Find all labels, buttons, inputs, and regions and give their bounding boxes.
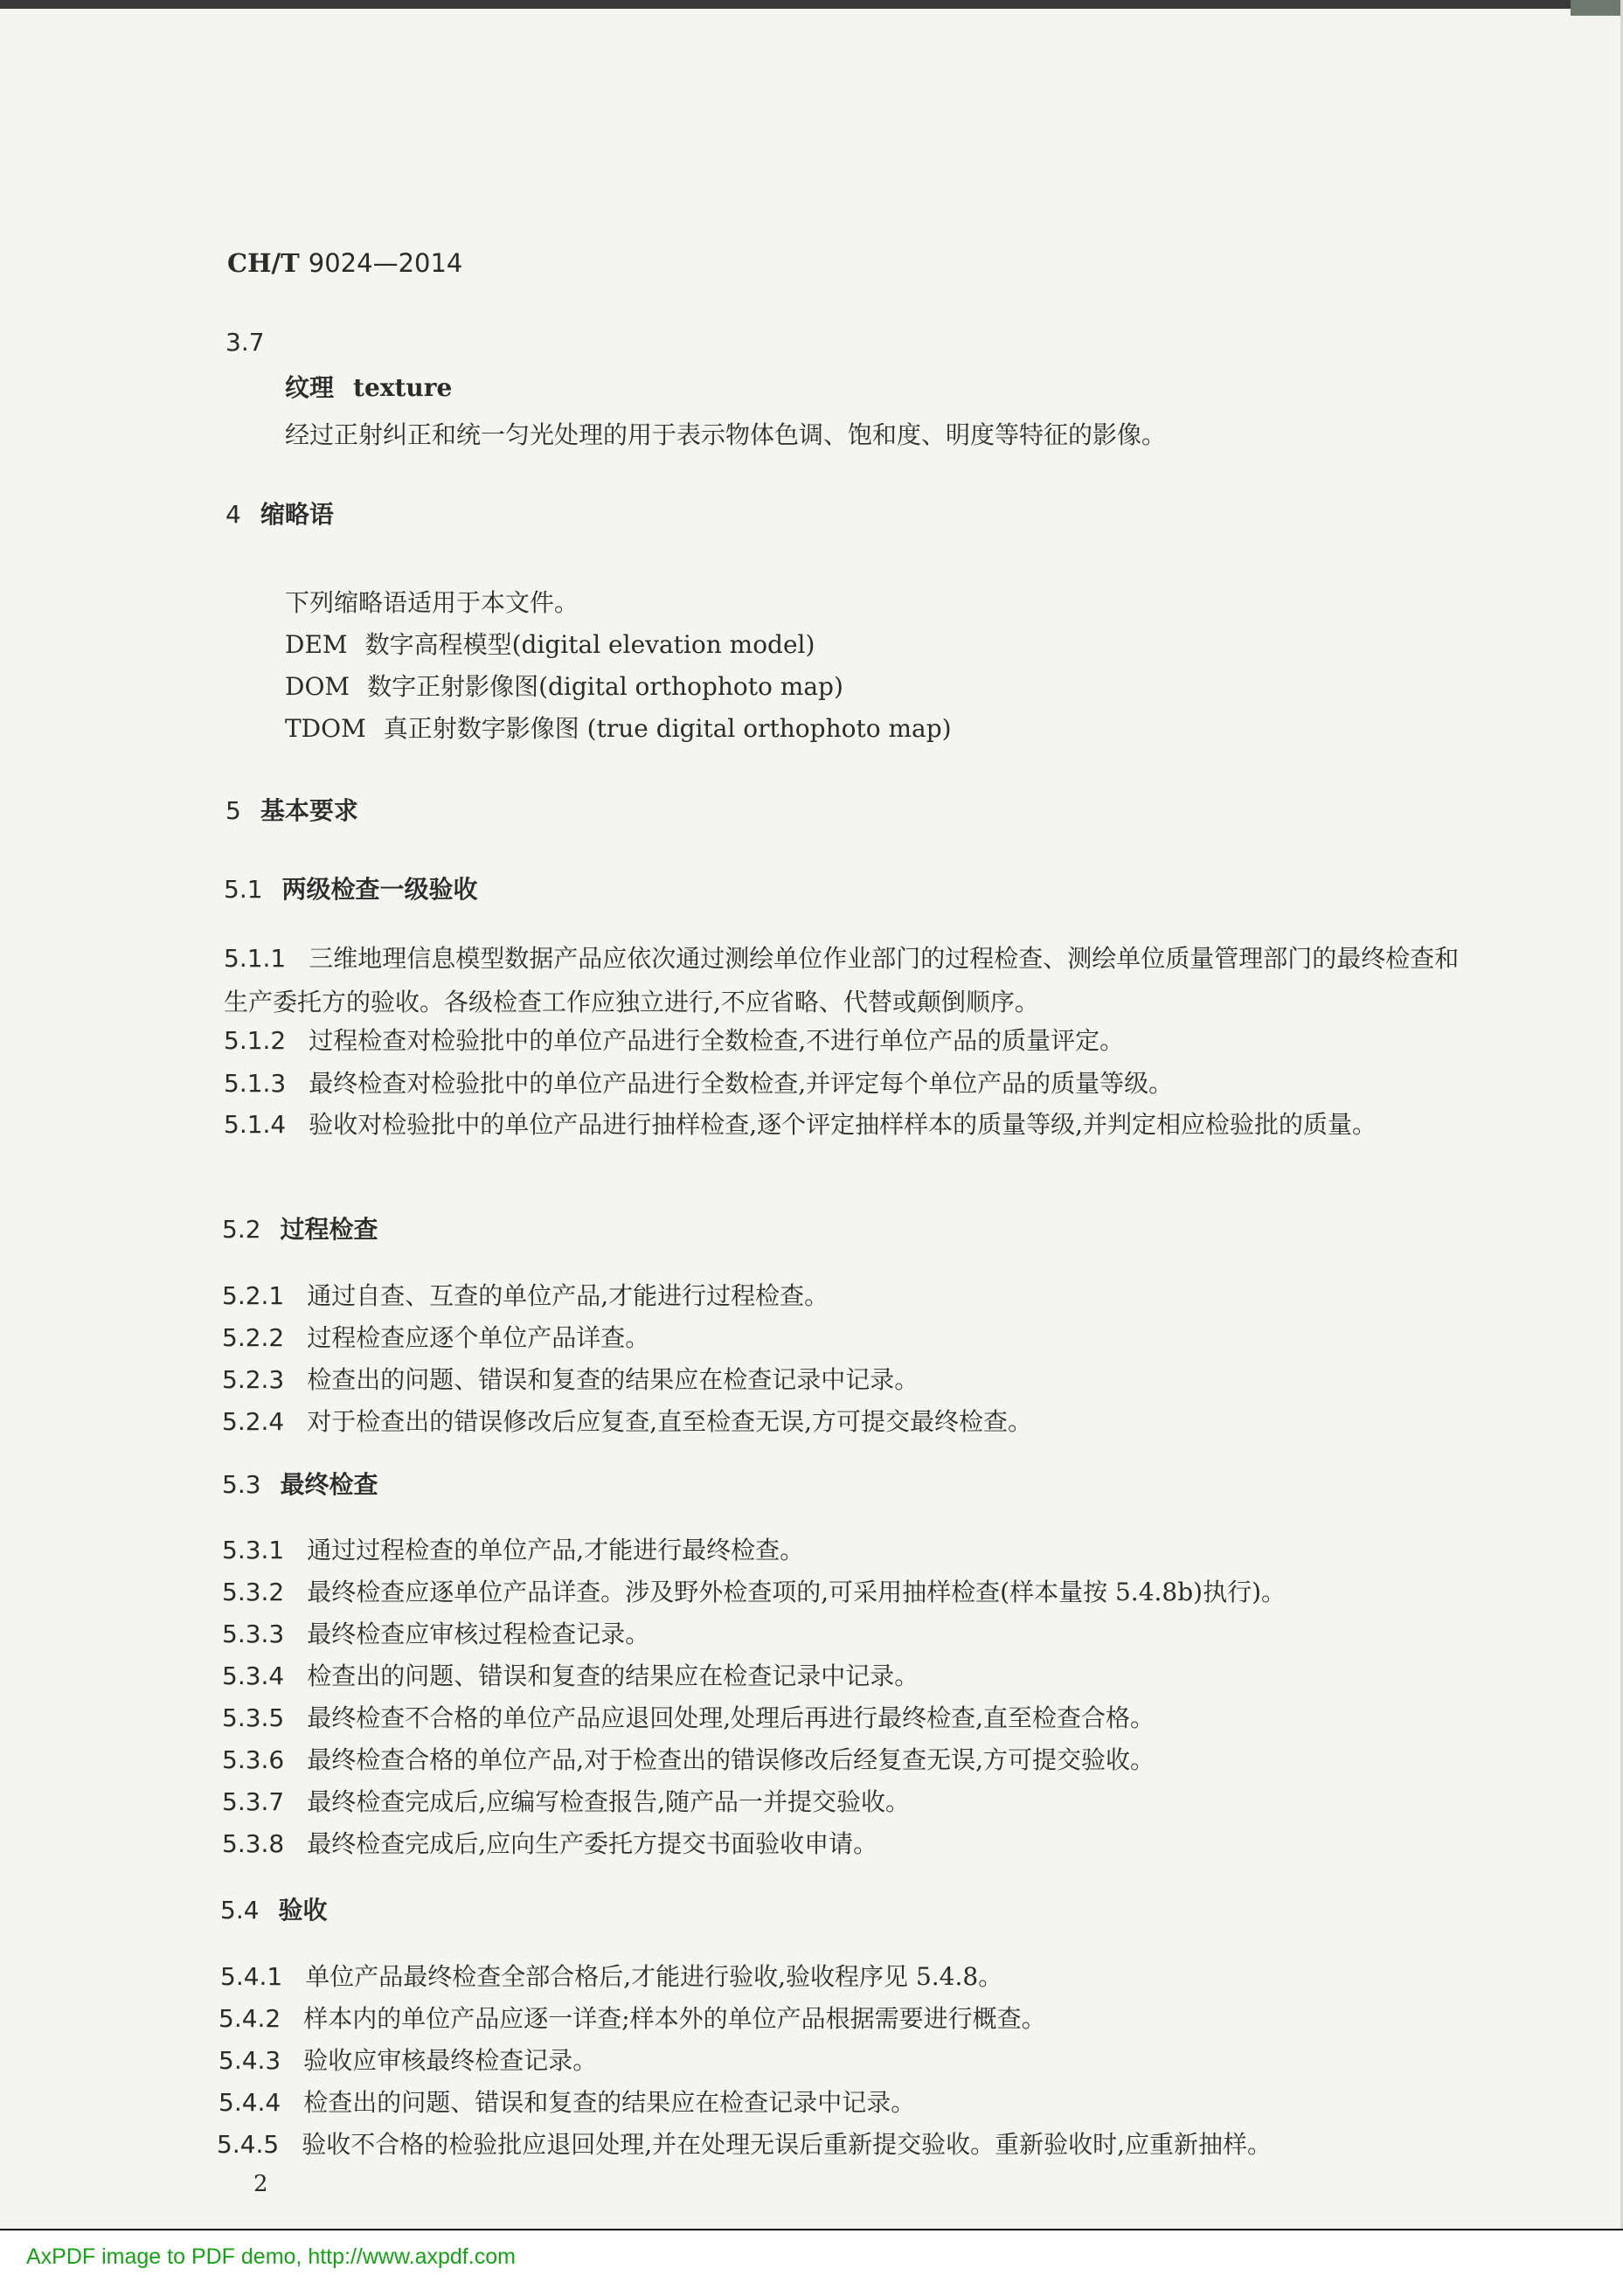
clause — [218, 2042, 597, 2077]
clause-number: 5.3.1 — [222, 1536, 285, 1564]
term-en: texture — [353, 373, 453, 402]
clause — [222, 1783, 910, 1818]
clause-text: 最终检查完成后,应编写检查报告,随产品一并提交验收。 — [307, 1787, 911, 1816]
clause-text: 通过自查、互查的单位产品,才能进行过程检查。 — [307, 1281, 829, 1310]
clause — [224, 1103, 1482, 1147]
clause-text: 最终检查不合格的单位产品应退回处理,处理后再进行最终检查,直至检查合格。 — [307, 1703, 1155, 1732]
section-5-3-number: 5.3 — [222, 1470, 261, 1499]
clause-text: 三维地理信息模型数据产品应依次通过测绘单位作业部门的过程检查、测绘单位质量管理部门的最终检查和生产委托方的验收。各级检查工作应独立进行,不应省略、代替或颠倒顺序。 — [224, 944, 1460, 1016]
clause-number: 5.4.4 — [218, 2088, 281, 2117]
clause — [220, 1958, 1002, 1993]
section-5-1-heading — [224, 871, 478, 905]
watermark-text: AxPDF image to PDF demo, http://www.axpdf.com — [26, 2244, 516, 2269]
clause-number: 5.2.2 — [222, 1323, 285, 1352]
term-zh: 纹理 — [285, 373, 335, 402]
scan-top-border — [0, 0, 1623, 9]
section-5-1-title: 两级检查一级验收 — [281, 875, 478, 904]
clause-text: 检查出的问题、错误和复查的结果应在检查记录中记录。 — [307, 1661, 919, 1690]
clause — [222, 1825, 877, 1860]
standard-number: 9024—2014 — [308, 248, 463, 278]
clause-number: 5.2.3 — [222, 1365, 285, 1394]
abbreviation-item — [285, 668, 843, 703]
term-definition: 经过正射纠正和统一匀光处理的用于表示物体色调、饱和度、明度等特征的影像。 — [285, 420, 1167, 449]
abbreviation-item — [285, 710, 952, 745]
clause-number: 5.1.1 — [224, 944, 287, 973]
clause-number: 5.3.4 — [222, 1661, 285, 1690]
clause-text: 通过过程检查的单位产品,才能进行最终检查。 — [307, 1536, 805, 1564]
scan-corner — [1571, 0, 1623, 16]
section-5-number: 5 — [225, 796, 241, 825]
clause-text: 验收对检验批中的单位产品进行抽样检查,逐个评定抽样样本的质量等级,并判定相应检验批的质量。 — [309, 1110, 1377, 1139]
section-4-heading — [225, 496, 334, 531]
clause-text: 最终检查应审核过程检查记录。 — [307, 1620, 650, 1648]
section-5-3-heading — [222, 1466, 378, 1501]
clause — [218, 2084, 915, 2119]
clause-text: 单位产品最终检查全部合格后,才能进行验收,验收程序见 5.4.8。 — [305, 1962, 1003, 1991]
section-5-title: 基本要求 — [260, 796, 358, 825]
section-5-heading — [225, 792, 358, 827]
clause — [222, 1573, 1286, 1608]
standard-prefix: CH/T — [227, 248, 300, 278]
clause — [224, 1065, 1173, 1099]
section-5-1-number: 5.1 — [224, 875, 263, 904]
clause — [222, 1741, 1155, 1776]
clause-text: 检查出的问题、错误和复查的结果应在检查记录中记录。 — [307, 1365, 919, 1394]
section-5-2-heading — [222, 1210, 378, 1245]
clause-number: 5.3.8 — [222, 1829, 285, 1858]
clause-text: 最终检查合格的单位产品,对于检查出的错误修改后经复查无误,方可提交验收。 — [307, 1745, 1155, 1774]
clause-number: 5.2.4 — [222, 1407, 285, 1436]
abbreviation-code: DOM — [285, 672, 350, 701]
clause-text: 最终检查完成后,应向生产委托方提交书面验收申请。 — [307, 1829, 878, 1858]
clause-text: 过程检查应逐个单位产品详查。 — [307, 1323, 650, 1352]
clause-number: 5.3.6 — [222, 1745, 285, 1774]
clause-number: 5.3.7 — [222, 1787, 285, 1816]
section-5-3-title: 最终检查 — [280, 1470, 378, 1499]
clause — [224, 1022, 1124, 1057]
clause — [224, 937, 1482, 1024]
clause — [222, 1615, 649, 1650]
section-4-number: 4 — [225, 500, 241, 529]
clause-number: 5.1.2 — [224, 1026, 287, 1055]
clause-text: 最终检查应逐单位产品详查。涉及野外检查项的,可采用抽样检查(样本量按 5.4.8b)执行)。 — [307, 1578, 1286, 1606]
abbreviation-code: DEM — [285, 630, 348, 659]
abbreviation-meaning: 数字正射影像图(digital orthophoto map) — [367, 672, 843, 701]
clause — [217, 2126, 1272, 2161]
clause-text: 最终检查对检验批中的单位产品进行全数检查,并评定每个单位产品的质量等级。 — [309, 1069, 1174, 1098]
abbreviation-code: TDOM — [285, 714, 366, 743]
clause — [222, 1403, 1032, 1438]
section-4-title: 缩略语 — [260, 500, 334, 529]
clause — [222, 1657, 919, 1692]
clause-number: 5.3.2 — [222, 1578, 285, 1606]
clause — [222, 1319, 649, 1354]
abbreviation-intro: 下列缩略语适用于本文件。 — [285, 588, 579, 617]
clause — [222, 1531, 804, 1566]
clause-text: 对于检查出的错误修改后应复查,直至检查无误,方可提交最终检查。 — [307, 1407, 1033, 1436]
section-3-7-number: 3.7 — [225, 328, 265, 357]
clause-number: 5.1.4 — [224, 1110, 287, 1139]
clause-text: 验收不合格的检验批应退回处理,并在处理无误后重新提交验收。重新验收时,应重新抽样。 — [302, 2130, 1273, 2159]
abbreviation-item — [285, 626, 815, 661]
clause — [222, 1699, 1155, 1734]
clause-text: 样本内的单位产品应逐一详查;样本外的单位产品根据需要进行概查。 — [303, 2004, 1046, 2033]
clause-number: 5.4.1 — [220, 1962, 283, 1991]
clause-number: 5.4.5 — [217, 2130, 280, 2159]
clause — [218, 2000, 1046, 2035]
section-5-2-number: 5.2 — [222, 1215, 261, 1244]
term-entry — [285, 369, 452, 404]
clause-number: 5.4.3 — [218, 2046, 281, 2075]
clause-number: 5.3.3 — [222, 1620, 285, 1648]
clause-number: 5.1.3 — [224, 1069, 287, 1098]
clause-text: 过程检查对检验批中的单位产品进行全数检查,不进行单位产品的质量评定。 — [309, 1026, 1125, 1055]
section-5-4-number: 5.4 — [220, 1896, 260, 1925]
clause-text: 验收应审核最终检查记录。 — [303, 2046, 598, 2075]
abbreviation-meaning: 真正射数字影像图 (true digital orthophoto map) — [383, 714, 952, 743]
section-5-4-heading — [220, 1891, 328, 1926]
standard-code — [227, 248, 462, 278]
section-5-4-title: 验收 — [278, 1896, 328, 1925]
clause — [222, 1361, 919, 1396]
clause-text: 检查出的问题、错误和复查的结果应在检查记录中记录。 — [303, 2088, 916, 2117]
clause-number: 5.4.2 — [218, 2004, 281, 2033]
page-number: 2 — [253, 2171, 268, 2197]
clause — [222, 1277, 829, 1312]
section-5-2-title: 过程检查 — [280, 1215, 378, 1244]
abbreviation-meaning: 数字高程模型(digital elevation model) — [364, 630, 815, 659]
clause-number: 5.2.1 — [222, 1281, 285, 1310]
clause-number: 5.3.5 — [222, 1703, 285, 1732]
